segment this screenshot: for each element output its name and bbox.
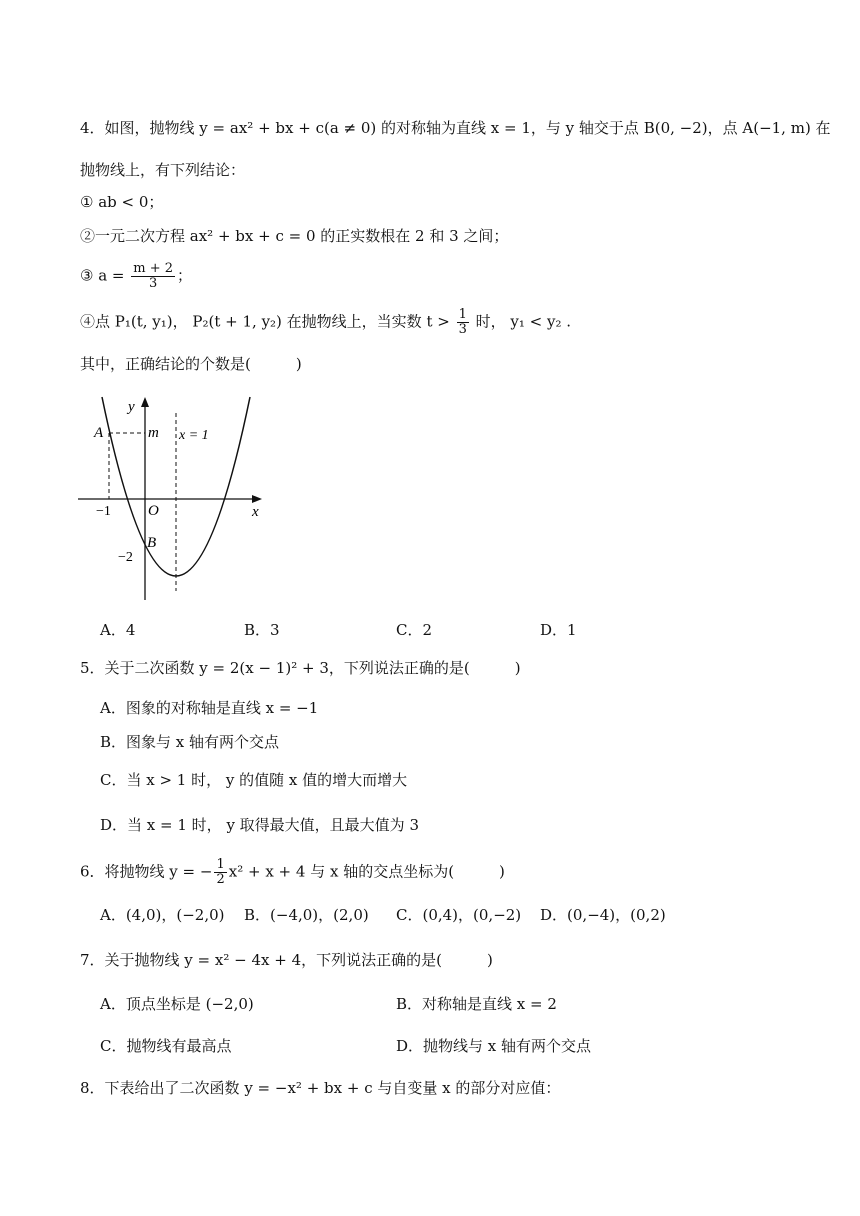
q6-fraction <box>214 858 226 887</box>
q4-s3-denominator: 3 <box>149 276 158 291</box>
q5-option-b[interactable]: B．图象与 x 轴有两个交点 <box>100 733 280 751</box>
parabola-figure <box>78 395 278 605</box>
q6-stem-prefix: 6．将抛物线 y = − <box>80 862 213 881</box>
q4-s4-numerator: 1 <box>458 307 467 322</box>
q6-denominator: 2 <box>216 872 225 887</box>
q7-stem: 7．关于抛物线 y = x² − 4x + 4，下列说法正确的是( ) <box>80 951 493 969</box>
q7-option-a[interactable]: A．顶点坐标是 (−2,0) <box>100 995 254 1013</box>
q4-s3-numerator: m + 2 <box>133 261 174 276</box>
q5-stem: 5．关于二次函数 y = 2(x − 1)² + 3，下列说法正确的是( ) <box>80 659 521 677</box>
q5-option-c[interactable]: C．当 x > 1 时， y 的值随 x 值的增大而增大 <box>100 771 408 789</box>
q4-s3-suffix: ； <box>177 266 193 285</box>
q4-question: 其中，正确结论的个数是( ) <box>80 355 302 373</box>
q6-stem-suffix: x² + x + 4 与 x 轴的交点坐标为( ) <box>228 862 505 881</box>
q4-option-d[interactable]: D．1 <box>540 621 577 639</box>
q4-stem-line2: 抛物线上，有下列结论： <box>80 161 246 179</box>
q8-stem: 8．下表给出了二次函数 y = −x² + bx + c 与自变量 x 的部分对应值： <box>80 1079 561 1097</box>
q4-option-a[interactable]: A．4 <box>100 621 136 639</box>
q4-s3-fraction <box>131 262 175 291</box>
q5-option-a[interactable]: A．图象的对称轴是直线 x = −1 <box>100 699 319 717</box>
q5-option-d[interactable]: D．当 x = 1 时， y 取得最大值，且最大值为 3 <box>100 816 419 834</box>
q4-s4-fraction <box>457 308 469 337</box>
y-axis-arrow <box>141 397 149 407</box>
q7-option-b[interactable]: B．对称轴是直线 x = 2 <box>396 995 557 1013</box>
q4-s3-prefix: ③ a = <box>80 266 130 285</box>
label-m: m <box>148 425 159 441</box>
q4-statement-3 <box>80 262 192 291</box>
label-axis-x1: x = 1 <box>179 428 209 443</box>
q7-option-c[interactable]: C．抛物线有最高点 <box>100 1037 232 1055</box>
label-point-b: B <box>147 535 157 551</box>
label-neg1: −1 <box>96 504 111 519</box>
q4-s4-suffix: 时， y₁ < y₂ . <box>470 312 572 331</box>
x-axis-arrow <box>252 495 262 503</box>
q4-statement-1: ① ab < 0； <box>80 193 164 211</box>
q4-s4-prefix: ④点 P₁(t, y₁)， P₂(t + 1, y₂) 在抛物线上，当实数 t > <box>80 312 455 331</box>
q4-s4-denominator: 3 <box>458 322 467 337</box>
label-x: x <box>252 504 259 520</box>
label-origin: O <box>148 503 159 519</box>
q6-stem <box>80 858 505 887</box>
q6-numerator: 1 <box>216 857 225 872</box>
q7-option-d[interactable]: D．抛物线与 x 轴有两个交点 <box>396 1037 592 1055</box>
label-neg2: −2 <box>118 550 133 565</box>
q4-statement-4 <box>80 308 571 337</box>
q6-option-a[interactable]: A．(4,0)，(−2,0) <box>100 906 225 924</box>
q6-option-b[interactable]: B．(−4,0)，(2,0) <box>244 906 369 924</box>
q4-option-c[interactable]: C．2 <box>396 621 433 639</box>
q4-stem-line1: 4．如图，抛物线 y = ax² + bx + c(a ≠ 0) 的对称轴为直线 x = 1，与 y 轴交于点 B(0, −2)，点 A(−1, m) 在 <box>80 119 831 137</box>
label-point-a: A <box>94 425 104 441</box>
q6-option-d[interactable]: D．(0,−4)，(0,2) <box>540 906 666 924</box>
q4-option-b[interactable]: B．3 <box>244 621 280 639</box>
label-y: y <box>128 399 135 415</box>
q6-option-c[interactable]: C．(0,4)，(0,−2) <box>396 906 522 924</box>
q4-statement-2: ②一元二次方程 ax² + bx + c = 0 的正实数根在 2 和 3 之间； <box>80 227 509 245</box>
